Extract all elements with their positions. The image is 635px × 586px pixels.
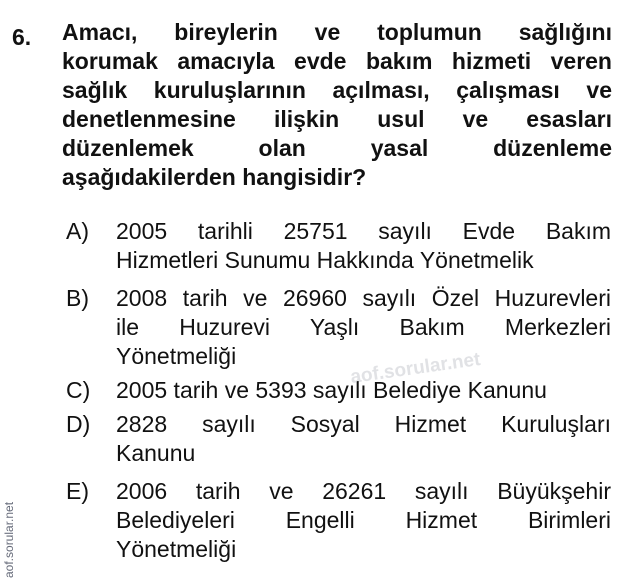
- option-text: [116, 410, 611, 468]
- watermark-center: aof.sorular.net: [349, 348, 482, 389]
- option-line: 2005 tarih ve 5393 sayılı Belediye Kanunu: [116, 377, 547, 403]
- question-text: [62, 18, 612, 192]
- option-line: 2008 tarih ve 26960 sayılı Özel Huzurevleri: [116, 285, 611, 311]
- option-line: 2828 sayılı Sosyal Hizmet Kuruluşları: [116, 411, 611, 437]
- option-line: Hizmetleri Sunumu Hakkında Yönetmelik: [116, 247, 534, 273]
- question-line: Amacı, bireylerin ve toplumun sağlığını: [62, 19, 612, 45]
- option-line: Yönetmeliği: [116, 343, 237, 369]
- option-text: [116, 217, 611, 275]
- question-line: aşağıdakilerden hangisidir?: [62, 164, 367, 190]
- watermark-side: aof.sorular.net: [2, 501, 16, 578]
- option-letter: E): [66, 478, 89, 504]
- question-line: korumak amacıyla evde bakım hizmeti veren: [62, 48, 612, 74]
- option-letter: A): [66, 218, 89, 244]
- option-text: [116, 477, 611, 564]
- option-text: [116, 284, 611, 371]
- option-letter: D): [66, 411, 91, 437]
- option-line: ile Huzurevi Yaşlı Bakım Merkezleri: [116, 314, 611, 340]
- question-line: denetlenmesine ilişkin usul ve esasları: [62, 106, 612, 132]
- question-number: 6.: [12, 24, 32, 50]
- option-line: Kanunu: [116, 440, 196, 466]
- option-line: Belediyeleri Engelli Hizmet Birimleri: [116, 507, 611, 533]
- question-line: düzenlemek olan yasal düzenleme: [62, 135, 612, 161]
- option-line: 2005 tarihli 25751 sayılı Evde Bakım: [116, 218, 611, 244]
- option-letter: B): [66, 285, 89, 311]
- question-line: sağlık kuruluşlarının açılması, çalışması ve: [62, 77, 612, 103]
- option-line: 2006 tarih ve 26261 sayılı Büyükşehir: [116, 478, 611, 504]
- option-line: Yönetmeliği: [116, 536, 237, 562]
- option-letter: C): [66, 377, 91, 403]
